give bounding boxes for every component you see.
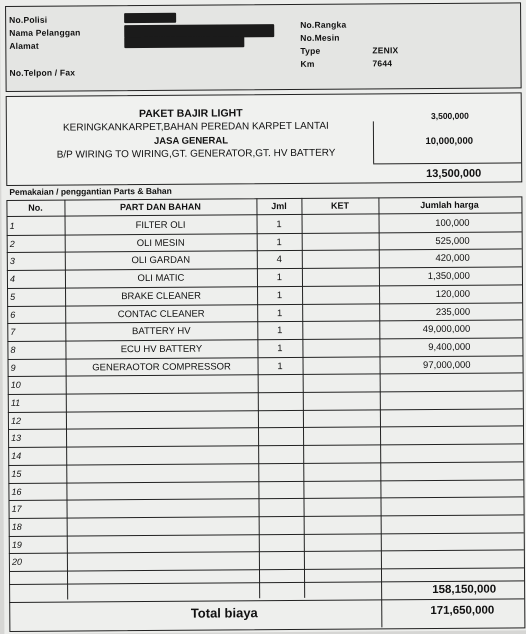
no-mesin-label: No.Mesin <box>300 32 340 43</box>
row-part-name: FILTER OLI <box>135 219 186 232</box>
row-amount: 97,000,000 <box>422 359 471 371</box>
row-number: 9 <box>10 362 16 373</box>
redacted-plate-number <box>124 13 176 23</box>
row-number: 6 <box>10 309 16 320</box>
col-header-jml: Jml <box>271 201 287 212</box>
redacted-address <box>124 36 244 48</box>
row-quantity: 1 <box>276 307 283 319</box>
type-value: ZENIX <box>372 45 399 56</box>
row-part-name: BATTERY HV <box>131 325 191 338</box>
row-quantity: 1 <box>276 272 283 284</box>
total-biaya-value: 171,650,000 <box>430 604 495 618</box>
row-quantity: 1 <box>277 325 283 337</box>
alamat-label: Alamat <box>9 40 39 51</box>
row-part-name: OLI GARDAN <box>131 255 191 267</box>
row-number: 18 <box>11 521 22 532</box>
row-number: 11 <box>10 397 21 408</box>
row-number: 4 <box>9 273 15 285</box>
row-number: 14 <box>11 450 22 462</box>
row-number: 8 <box>10 344 16 355</box>
package-description: KERINGKANKARPET,BAHAN PEREDAN KARPET LANTAI <box>62 120 329 134</box>
row-part-name: BRAKE CLEANER <box>121 290 201 302</box>
row-amount: 49,000,000 <box>422 323 471 336</box>
row-number: 20 <box>11 557 22 568</box>
package-subtotal: 13,500,000 <box>426 167 482 181</box>
parts-total-value: 158,150,000 <box>432 583 497 596</box>
row-amount: 525,000 <box>435 235 470 247</box>
row-amount: 100,000 <box>435 217 470 229</box>
jasa-title: JASA GENERAL <box>153 135 229 147</box>
col-header-no: No. <box>28 202 43 213</box>
row-quantity: 1 <box>276 219 282 231</box>
row-number: 15 <box>11 468 22 479</box>
row-number: 2 <box>9 238 15 249</box>
row-quantity: 1 <box>276 236 282 248</box>
row-part-name: GENERAOTOR COMPRESSOR <box>92 360 231 373</box>
row-number: 19 <box>11 539 22 550</box>
row-number: 17 <box>11 504 22 515</box>
col-header-ket: KET <box>330 200 349 211</box>
row-amount: 235,000 <box>435 306 471 318</box>
row-number: 13 <box>11 433 22 444</box>
row-amount: 420,000 <box>435 253 470 265</box>
row-part-name: ECU HV BATTERY <box>120 343 203 356</box>
jasa-description: B/P WIRING TO WIRING,GT. GENERATOR,GT. HV BATTERY <box>56 147 336 161</box>
col-header-part: PART DAN BAHAN <box>119 201 201 213</box>
row-amount: 9,400,000 <box>428 341 471 353</box>
col-header-harga: Jumlah harga <box>420 199 479 211</box>
jasa-price: 10,000,000 <box>425 135 474 148</box>
row-quantity: 1 <box>276 289 283 301</box>
row-number: 5 <box>10 291 16 302</box>
no-telpon-label: No.Telpon / Fax <box>9 67 76 78</box>
row-number: 10 <box>10 380 21 391</box>
customer-header-box <box>5 2 522 92</box>
row-part-name: CONTAC CLEANER <box>117 308 205 320</box>
parts-section-title: Pemakaian / penggantian Parts & Bahan <box>9 185 172 197</box>
row-quantity: 1 <box>277 360 283 372</box>
no-polisi-label: No.Polisi <box>9 14 48 25</box>
package-price: 3,500,000 <box>430 110 469 121</box>
row-number: 7 <box>10 327 16 338</box>
km-label: Km <box>300 58 315 69</box>
type-label: Type <box>300 45 321 56</box>
row-part-name: OLI MATIC <box>137 272 185 285</box>
row-number: 12 <box>10 415 21 426</box>
row-number: 3 <box>9 256 15 267</box>
no-rangka-label: No.Rangka <box>300 19 347 30</box>
row-number: 16 <box>11 486 22 497</box>
nama-pelanggan-label: Nama Pelanggan <box>9 27 81 38</box>
row-number: 1 <box>9 220 15 231</box>
package-title: PAKET BAJIR LIGHT <box>138 107 243 121</box>
row-amount: 120,000 <box>435 288 471 300</box>
row-quantity: 4 <box>276 254 283 266</box>
row-quantity: 1 <box>277 342 283 354</box>
total-biaya-label: Total biaya <box>190 605 258 621</box>
row-part-name: OLI MESIN <box>136 237 185 249</box>
row-amount: 1,350,000 <box>427 270 470 283</box>
km-value: 7644 <box>372 58 393 69</box>
